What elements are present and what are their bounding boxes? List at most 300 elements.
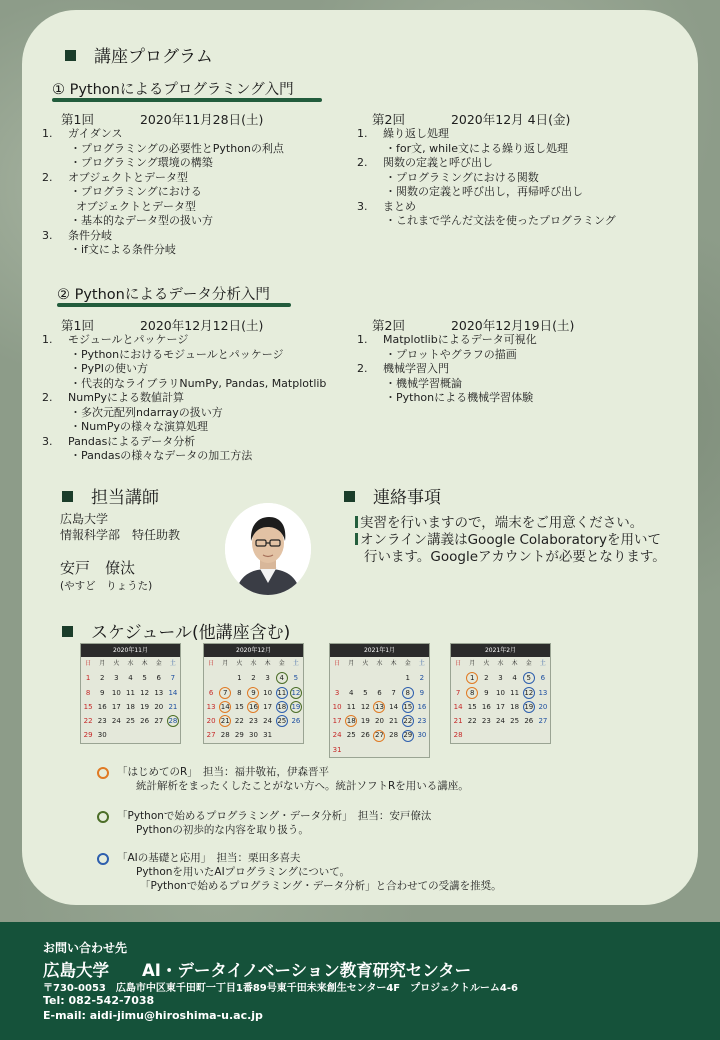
- list-number: 3.: [42, 228, 53, 242]
- weekday-label: 日: [208, 660, 215, 667]
- blue-circle-icon: [97, 853, 109, 865]
- calendar-week-row: [204, 700, 303, 714]
- list-item: オブジェクトとデータ型: [76, 199, 197, 213]
- calendar-day: [152, 728, 166, 742]
- course1-title: ① Pythonによるプログラミング入門: [52, 82, 294, 98]
- list-item: ・PyPIの使い方: [70, 362, 149, 375]
- instructor-affiliation2: 情報科学部 特任助教: [60, 528, 181, 542]
- calendar-day: [330, 671, 344, 685]
- list-item: ・プログラミングにおける: [70, 185, 202, 198]
- session-date: 2020年12月12日(土): [139, 318, 264, 333]
- list-item: [357, 333, 537, 348]
- list-number: 1.: [42, 127, 53, 140]
- calendar-day: 23: [249, 717, 258, 726]
- calendar-day: [275, 728, 289, 742]
- list-item: ・機械学習概論: [385, 376, 462, 390]
- list-topic: 機械学習入門: [383, 362, 449, 375]
- calendar-week-row: [81, 714, 180, 728]
- calendar-day: 10: [496, 688, 505, 697]
- calendar-day: 27: [206, 731, 216, 740]
- calendar-day: 31: [332, 745, 342, 754]
- weekday-label: 水: [127, 660, 134, 667]
- session-date: 2020年11月28日(土): [139, 112, 264, 127]
- calendar-day: 5: [363, 688, 368, 697]
- weekday-label: 水: [497, 660, 504, 667]
- calendar-day: [138, 728, 152, 742]
- notice-heading: [344, 483, 441, 508]
- list-item: ・プログラミングにおける関数: [385, 170, 539, 184]
- calendar-day: [465, 728, 479, 742]
- legend-python-line2: Pythonの初歩的な内容を取り扱う。: [136, 824, 309, 836]
- calendar-day: 2: [251, 674, 256, 683]
- calendar-day: 8: [237, 688, 242, 697]
- schedule-heading: [62, 618, 290, 643]
- weekday-label: 火: [362, 660, 369, 667]
- list-item: ・for文, while文による繰り返し処理: [385, 141, 568, 155]
- legend-r-line1: 「はじめてのR」 担当：福井敬祐，伊森晋平: [117, 766, 330, 778]
- calendar-week-row: [451, 671, 550, 685]
- calendar-day: 9: [484, 688, 489, 697]
- footer: [0, 922, 720, 1040]
- session-label: 第1回: [61, 112, 94, 127]
- calendar-2021-02: [450, 643, 551, 744]
- calendar-day: 24: [332, 731, 342, 740]
- list-item: [42, 391, 326, 406]
- list-item: ・基本的なデータ型の扱い方: [70, 214, 213, 227]
- calendar-day: 23: [417, 717, 427, 726]
- list-item: ・プロットやグラフの描画: [385, 347, 517, 361]
- calendar-week-row: [81, 700, 180, 714]
- orange-circle-icon: [97, 767, 109, 779]
- calendar-day: 2: [484, 674, 489, 683]
- list-item: [357, 156, 616, 171]
- calendar-day: [522, 728, 536, 742]
- calendar-day: [218, 671, 232, 685]
- calendar-day: 6: [156, 674, 161, 683]
- list-number: 1.: [357, 333, 368, 346]
- calendar-day: 24: [111, 717, 121, 726]
- footer-org: 広島大学 AI・データイノベーション教育研究センター: [43, 961, 472, 980]
- list-topic: Matplotlibによるデータ可視化: [383, 333, 537, 346]
- instructor-affiliation1: 広島大学: [60, 512, 109, 526]
- weekday-label: 木: [141, 660, 148, 667]
- calendar-day: [358, 671, 372, 685]
- calendar-2020-12: [203, 643, 304, 744]
- course2-session2-list: [357, 333, 537, 406]
- list-topic: 繰り返し処理: [383, 127, 449, 140]
- instructor-reading: (やすど りょうた): [60, 580, 153, 592]
- list-item: [357, 362, 537, 377]
- calendar-day: 13: [372, 700, 386, 714]
- square-bullet-icon: [344, 491, 355, 502]
- calendar-day: 1: [465, 671, 479, 685]
- list-number: 3.: [357, 199, 368, 213]
- calendar-day: 10: [111, 688, 121, 697]
- calendar-day: 16: [97, 702, 107, 711]
- course1-underline: [52, 98, 322, 102]
- calendar-day: 25: [510, 717, 520, 726]
- list-item: ・NumPyの様々な演算処理: [70, 420, 209, 433]
- notice-line-1: [355, 515, 643, 532]
- bar-bullet-icon: [355, 516, 358, 528]
- calendar-day: 9: [419, 688, 425, 697]
- calendar-day: 18: [275, 700, 289, 714]
- calendar-day: 30: [417, 731, 427, 740]
- list-number: 1.: [42, 333, 53, 346]
- calendar-title: 2021年2月: [451, 644, 550, 657]
- calendar-day: 26: [524, 717, 534, 726]
- calendar-day: 16: [246, 700, 260, 714]
- list-topic: ガイダンス: [68, 127, 123, 140]
- calendar-day: 27: [154, 717, 164, 726]
- calendar-day: 4: [512, 674, 517, 683]
- course2-session1-header: [61, 316, 263, 334]
- calendar-day: 16: [481, 702, 491, 711]
- calendar-day: [204, 671, 218, 685]
- list-item: ・多次元配列ndarrayの扱い方: [70, 405, 223, 419]
- calendar-week-row: [330, 700, 429, 714]
- course2-underline: [57, 303, 291, 307]
- weekday-label: 土: [418, 660, 425, 667]
- calendar-day: 14: [218, 700, 232, 714]
- calendar-day: 22: [83, 717, 93, 726]
- list-item: [357, 127, 616, 142]
- notice-heading-text: 連絡事項: [373, 488, 441, 508]
- calendar-day: 28: [389, 731, 399, 740]
- list-topic: NumPyによる数値計算: [68, 391, 185, 404]
- calendar-day: 5: [142, 674, 147, 683]
- weekday-label: 金: [155, 660, 162, 667]
- list-item: ・Pythonによる機械学習体験: [385, 391, 534, 404]
- calendar-day: [451, 671, 465, 685]
- calendar-week-row: [330, 671, 429, 685]
- list-topic: モジュールとパッケージ: [68, 333, 189, 346]
- calendar-day: 14: [389, 702, 399, 711]
- calendar-day: 15: [234, 702, 244, 711]
- calendar-day: 11: [126, 688, 135, 697]
- calendar-day: 10: [332, 702, 342, 711]
- calendar-day: 17: [263, 702, 273, 711]
- bar-bullet-icon: [355, 533, 358, 545]
- calendar-day: [401, 743, 415, 757]
- calendar-day: 9: [246, 686, 260, 700]
- calendar-day: 2: [419, 674, 425, 683]
- calendar-day: 18: [126, 702, 135, 711]
- calendar-day: 19: [140, 702, 150, 711]
- course1-session2-list: [357, 127, 616, 229]
- calendar-week-row: [451, 728, 550, 742]
- calendar-day: [415, 743, 429, 757]
- calendar-day: 26: [140, 717, 150, 726]
- calendar-day: 27: [538, 717, 548, 726]
- weekday-label: 火: [113, 660, 120, 667]
- calendar-week-row: [451, 686, 550, 700]
- calendar-title: 2020年12月: [204, 644, 303, 657]
- list-item: [42, 333, 326, 348]
- calendar-day: 22: [401, 714, 415, 728]
- square-bullet-icon: [65, 50, 76, 61]
- list-number: 2.: [357, 156, 368, 169]
- calendar-week-row: [81, 728, 180, 742]
- instructor-photo: [225, 503, 311, 595]
- calendar-day: 13: [538, 688, 548, 697]
- calendar-day: 30: [97, 731, 107, 740]
- weekday-label: 日: [85, 660, 92, 667]
- list-topic: オブジェクトとデータ型: [68, 170, 189, 184]
- list-item: ・if文による条件分岐: [70, 243, 176, 256]
- calendar-day: 7: [170, 674, 176, 683]
- weekday-label: 月: [99, 660, 106, 667]
- footer-tel: Tel: 082-542-7038: [43, 994, 155, 1007]
- calendar-2021-01: [329, 643, 430, 758]
- session-label: 第1回: [61, 318, 94, 333]
- calendar-day: 12: [360, 702, 370, 711]
- legend-ai-line2: Pythonを用いたAIプログラミングについて。: [136, 866, 351, 878]
- calendar-day: 22: [234, 717, 244, 726]
- calendar-day: 7: [391, 688, 396, 697]
- legend-r-line2: 統計解析をまったくしたことがない方へ。統計ソフトRを用いる講座。: [136, 780, 469, 792]
- calendar-day: 3: [498, 674, 503, 683]
- list-item: [42, 229, 284, 244]
- calendar-title: 2020年11月: [81, 644, 180, 657]
- course1-session1-list: [42, 127, 284, 258]
- calendar-day: 27: [372, 728, 386, 742]
- calendar-day: 8: [401, 686, 415, 700]
- calendar-day: 13: [206, 702, 216, 711]
- square-bullet-icon: [62, 491, 73, 502]
- course2-session2-header: [372, 316, 574, 334]
- footer-address: 〒730-0053 広島市中区東千田町一丁目1番89号東千田未来創生センター4F プロジェクトルーム4-6: [43, 983, 518, 994]
- calendar-day: 1: [237, 674, 242, 683]
- calendar-day: 5: [293, 674, 299, 683]
- calendar-day: 28: [453, 731, 463, 740]
- calendar-day: 11: [510, 688, 520, 697]
- calendar-day: 19: [289, 700, 303, 714]
- weekday-label: 土: [292, 660, 299, 667]
- notice-text-1: 実習を行いますので，端末をご用意ください。: [360, 515, 644, 531]
- calendar-day: 26: [291, 717, 301, 726]
- calendar-day: 12: [522, 686, 536, 700]
- list-topic: まとめ: [383, 199, 416, 213]
- calendar-day: 20: [154, 702, 164, 711]
- weekday-label: 木: [390, 660, 397, 667]
- list-number: 3.: [42, 434, 53, 448]
- calendar-week-row: [330, 728, 429, 742]
- weekday-label: 土: [539, 660, 546, 667]
- calendar-day: 14: [453, 702, 463, 711]
- calendar-day: 19: [360, 717, 370, 726]
- calendar-day: 11: [346, 702, 356, 711]
- session-label: 第2回: [372, 112, 405, 127]
- calendar-week-row: [330, 686, 429, 700]
- list-item: [357, 200, 616, 215]
- calendar-day: 19: [522, 700, 536, 714]
- list-item: ・関数の定義と呼び出し，再帰呼び出し: [385, 185, 583, 198]
- calendar-day: [166, 728, 180, 742]
- calendar-day: 7: [218, 686, 232, 700]
- weekday-label: 金: [404, 660, 411, 667]
- calendar-day: [387, 743, 401, 757]
- course1-session1-header: [61, 110, 263, 128]
- calendar-day: [508, 728, 522, 742]
- calendar-day: 3: [114, 674, 119, 683]
- legend-ai-line1: 「AIの基礎と応用」 担当：栗田多喜夫: [117, 852, 301, 864]
- calendar-week-row: [204, 728, 303, 742]
- instructor-name: 安戸 僚汰: [60, 559, 136, 577]
- program-heading-text: 講座プログラム: [94, 47, 213, 67]
- calendar-day: 29: [401, 728, 415, 742]
- calendar-day: 4: [275, 671, 289, 685]
- calendar-day: [344, 671, 358, 685]
- calendar-weekday-row: [330, 657, 429, 671]
- calendar-day: 23: [481, 717, 491, 726]
- calendar-day: 28: [220, 731, 230, 740]
- calendar-day: 15: [401, 700, 415, 714]
- calendar-week-row: [81, 686, 180, 700]
- list-item: [42, 127, 284, 142]
- calendar-day: 25: [346, 731, 356, 740]
- calendar-day: 21: [453, 717, 463, 726]
- calendar-day: [387, 671, 401, 685]
- calendar-day: 5: [522, 671, 536, 685]
- list-item: ・Pandasの様々なデータの加工方法: [70, 449, 253, 462]
- calendar-day: 9: [99, 688, 105, 697]
- calendar-day: 6: [540, 674, 546, 683]
- weekday-label: 月: [222, 660, 229, 667]
- legend-ai-line3: 「Pythonで始めるプログラミング・データ分析」と合わせての受講を推奨。: [140, 880, 502, 892]
- footer-inquiry: お問い合わせ先: [43, 941, 128, 955]
- calendar-day: 15: [467, 702, 477, 711]
- calendar-day: 22: [467, 717, 477, 726]
- calendar-day: 23: [97, 717, 107, 726]
- calendar-day: 25: [275, 714, 289, 728]
- calendar-day: 10: [263, 688, 273, 697]
- list-item: ・プログラミング環境の構築: [70, 156, 213, 169]
- calendar-day: 2: [99, 674, 105, 683]
- calendar-day: [109, 728, 123, 742]
- list-item: ・Pythonにおけるモジュールとパッケージ: [70, 347, 284, 361]
- calendar-weekday-row: [81, 657, 180, 671]
- calendar-day: 8: [85, 688, 91, 697]
- session-label: 第2回: [372, 318, 405, 333]
- calendar-day: 29: [234, 731, 244, 740]
- calendar-day: 20: [538, 702, 548, 711]
- weekday-label: 日: [334, 660, 341, 667]
- list-topic: 条件分岐: [68, 228, 112, 242]
- weekday-label: 水: [250, 660, 257, 667]
- weekday-label: 金: [278, 660, 285, 667]
- schedule-heading-text: スケジュール(他講座含む): [91, 623, 291, 643]
- calendar-day: [358, 743, 372, 757]
- footer-email[interactable]: E-mail: aidi-jimu@hiroshima-u.ac.jp: [43, 1009, 263, 1022]
- calendar-day: 1: [405, 674, 410, 683]
- list-number: 1.: [357, 127, 368, 140]
- list-number: 2.: [357, 362, 368, 375]
- calendar-day: 8: [465, 686, 479, 700]
- weekday-label: 土: [169, 660, 176, 667]
- list-item: [42, 171, 284, 186]
- list-item: ・プログラミングの必要性とPythonの利点: [70, 141, 284, 155]
- calendar-week-row: [204, 714, 303, 728]
- calendar-day: 14: [168, 688, 178, 697]
- session-date: 2020年12月 4日(金): [450, 112, 571, 127]
- calendar-day: 18: [510, 702, 520, 711]
- weekday-label: 日: [455, 660, 462, 667]
- calendar-week-row: [204, 686, 303, 700]
- calendar-day: 6: [208, 688, 214, 697]
- calendar-day: 6: [377, 688, 382, 697]
- instructor-heading: [62, 483, 159, 508]
- calendar-week-row: [81, 671, 180, 685]
- calendar-day: 24: [263, 717, 273, 726]
- calendar-day: 4: [128, 674, 133, 683]
- calendar-title: 2021年1月: [330, 644, 429, 657]
- calendar-day: [372, 743, 386, 757]
- calendar-day: 28: [166, 714, 180, 728]
- calendar-2020-11: [80, 643, 181, 744]
- calendar-day: 17: [111, 702, 121, 711]
- calendar-day: 11: [275, 686, 289, 700]
- calendar-day: 3: [334, 688, 340, 697]
- course2-title: ② Pythonによるデータ分析入門: [57, 287, 270, 303]
- list-topic: 関数の定義と呼び出し: [383, 156, 493, 169]
- legend-python-line1: 「Pythonで始めるプログラミング・データ分析」 担当：安戸僚汰: [117, 810, 432, 822]
- calendar-week-row: [204, 671, 303, 685]
- calendar-day: [536, 728, 550, 742]
- weekday-label: 木: [264, 660, 271, 667]
- session-date: 2020年12月19日(土): [450, 318, 575, 333]
- weekday-label: 木: [511, 660, 518, 667]
- calendar-day: [479, 728, 493, 742]
- calendar-day: [289, 728, 303, 742]
- calendar-day: 18: [344, 714, 358, 728]
- list-item: ・代表的なライブラリNumPy, Pandas, Matplotlib: [70, 376, 327, 390]
- notice-text-2: オンライン講義はGoogle Colaboratoryを用いて: [360, 532, 661, 548]
- calendar-day: 30: [249, 731, 258, 740]
- calendar-day: 13: [154, 688, 164, 697]
- calendar-day: 20: [375, 717, 384, 726]
- calendar-day: 21: [218, 714, 232, 728]
- calendar-day: 15: [83, 702, 93, 711]
- calendar-weekday-row: [204, 657, 303, 671]
- list-number: 2.: [42, 391, 53, 404]
- weekday-label: 火: [483, 660, 490, 667]
- calendar-day: 1: [85, 674, 91, 683]
- calendar-day: 12: [140, 688, 150, 697]
- notice-line-2: [355, 532, 661, 549]
- calendar-day: 12: [289, 686, 303, 700]
- calendar-day: 24: [496, 717, 505, 726]
- calendar-day: [123, 728, 137, 742]
- weekday-label: 月: [348, 660, 355, 667]
- calendar-week-row: [451, 714, 550, 728]
- calendar-day: 29: [83, 731, 93, 740]
- course2-session1-list: [42, 333, 326, 464]
- program-heading: [65, 42, 213, 67]
- instructor-heading-text: 担当講師: [91, 488, 159, 508]
- list-item: [42, 435, 326, 450]
- calendar-day: 31: [263, 731, 273, 740]
- calendar-day: 3: [265, 674, 270, 683]
- calendar-week-row: [330, 714, 429, 728]
- list-item: ・これまで学んだ文法を使ったプログラミング: [385, 214, 616, 227]
- calendar-weekday-row: [451, 657, 550, 671]
- calendar-day: 21: [168, 702, 178, 711]
- list-number: 2.: [42, 170, 53, 184]
- calendar-day: 25: [126, 717, 135, 726]
- course1-session2-header: [372, 110, 570, 128]
- calendar-day: 20: [206, 717, 216, 726]
